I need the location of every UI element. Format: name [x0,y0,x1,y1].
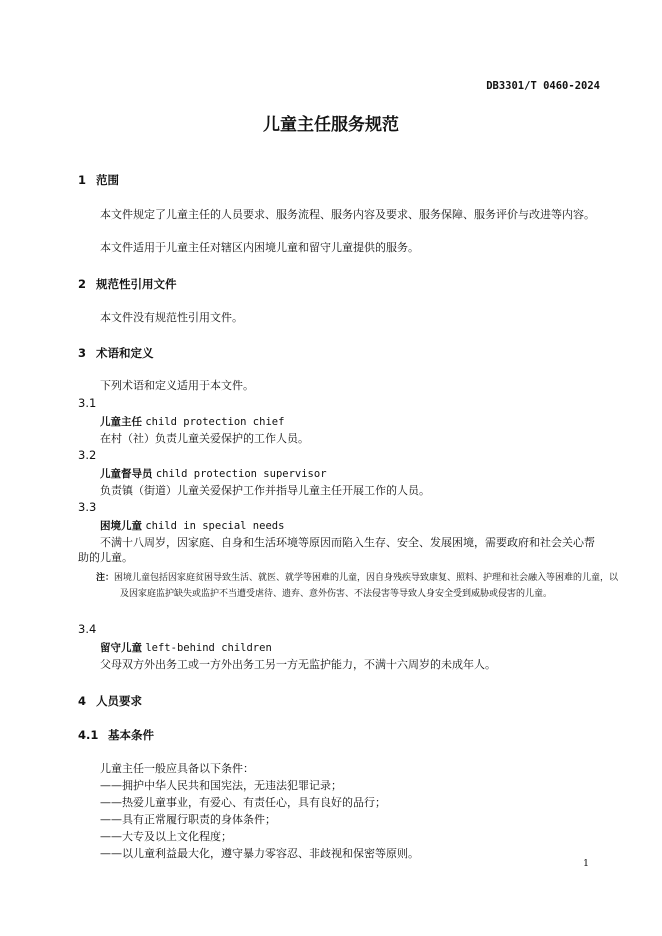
term-definition: 在村（社）负责儿童关爱保护的工作人员。 [100,432,309,445]
section-3-heading [78,345,154,361]
term-number: 3.4 [78,622,97,636]
section-1-heading [78,172,119,188]
term-title [100,640,272,655]
paragraph: 本文件规定了儿童主任的人员要求、服务流程、服务内容及要求、服务保障、服务评价与改进等内容。 [100,208,595,221]
section-title: 规范性引用文件 [96,277,177,291]
page-title: 儿童主任服务规范 [263,115,399,135]
paragraph: 本文件没有规范性引用文件。 [100,311,243,324]
term-title [100,466,327,481]
paragraph: 下列术语和定义适用于本文件。 [100,379,254,392]
section-number: 2 [78,277,87,291]
note-label: 注： [96,573,115,583]
subsection-number: 4.1 [78,728,99,742]
page-number: 1 [582,858,589,869]
section-title: 范围 [96,173,119,187]
term-en: child protection supervisor [155,468,327,480]
standard-code: DB3301/T 0460-2024 [486,80,600,92]
term-zh: 儿童督导员 [100,468,153,480]
term-number: 3.3 [78,500,97,514]
list-item: ——拥护中华人民共和国宪法，无违法犯罪记录； [100,779,342,792]
note-text: 困境儿童包括因家庭贫困导致生活、就医、就学等困难的儿童，因自身残疾导致康复、照料、护理和社会融入等困难的儿童，以及因家庭监护缺失或监护不当遭受虐待、遗弃、意外伤害、不法侵害等导致人身安全受到威胁或侵害的儿童。 [114,573,619,599]
term-en: left-behind children [145,642,272,654]
term-definition: 父母双方外出务工或一方外出务工另一方无监护能力，不满十六周岁的未成年人。 [100,658,496,671]
list-item: ——热爱儿童事业，有爱心、有责任心，具有良好的品行； [100,796,386,809]
section-number: 1 [78,173,87,187]
term-title [100,518,284,533]
section-number: 4 [78,694,87,708]
term-zh: 儿童主任 [100,416,142,428]
paragraph: 本文件适用于儿童主任对辖区内困境儿童和留守儿童提供的服务。 [100,241,419,254]
list-item: ——大专及以上文化程度； [100,830,232,843]
term-en: child in special needs [145,520,285,532]
paragraph: 儿童主任一般应具备以下条件： [100,762,254,775]
list-item: ——以儿童利益最大化，遵守暴力零容忍、非歧视和保密等原则。 [100,847,419,860]
section-number: 3 [78,346,87,360]
section-4-heading [78,693,142,709]
term-en: child protection chief [145,416,285,428]
term-title [100,414,284,429]
subsection-title: 基本条件 [108,728,154,742]
section-title: 术语和定义 [96,346,154,360]
term-definition: 不满十八周岁，因家庭、自身和生活环境等原因而陷入生存、安全、发展困境，需要政府和社会关心帮助的儿童。 [78,536,595,564]
term-definition: 负责镇（街道）儿童关爱保护工作并指导儿童主任开展工作的人员。 [100,484,430,497]
term-number: 3.1 [78,396,97,410]
section-2-heading [78,276,177,292]
term-zh: 留守儿童 [100,642,142,654]
subsection-4-1-heading [78,727,154,743]
list-item: ——具有正常履行职责的身体条件； [100,813,276,826]
note [96,570,626,602]
term-number: 3.2 [78,448,97,462]
term-zh: 困境儿童 [100,520,142,532]
section-title: 人员要求 [96,694,142,708]
